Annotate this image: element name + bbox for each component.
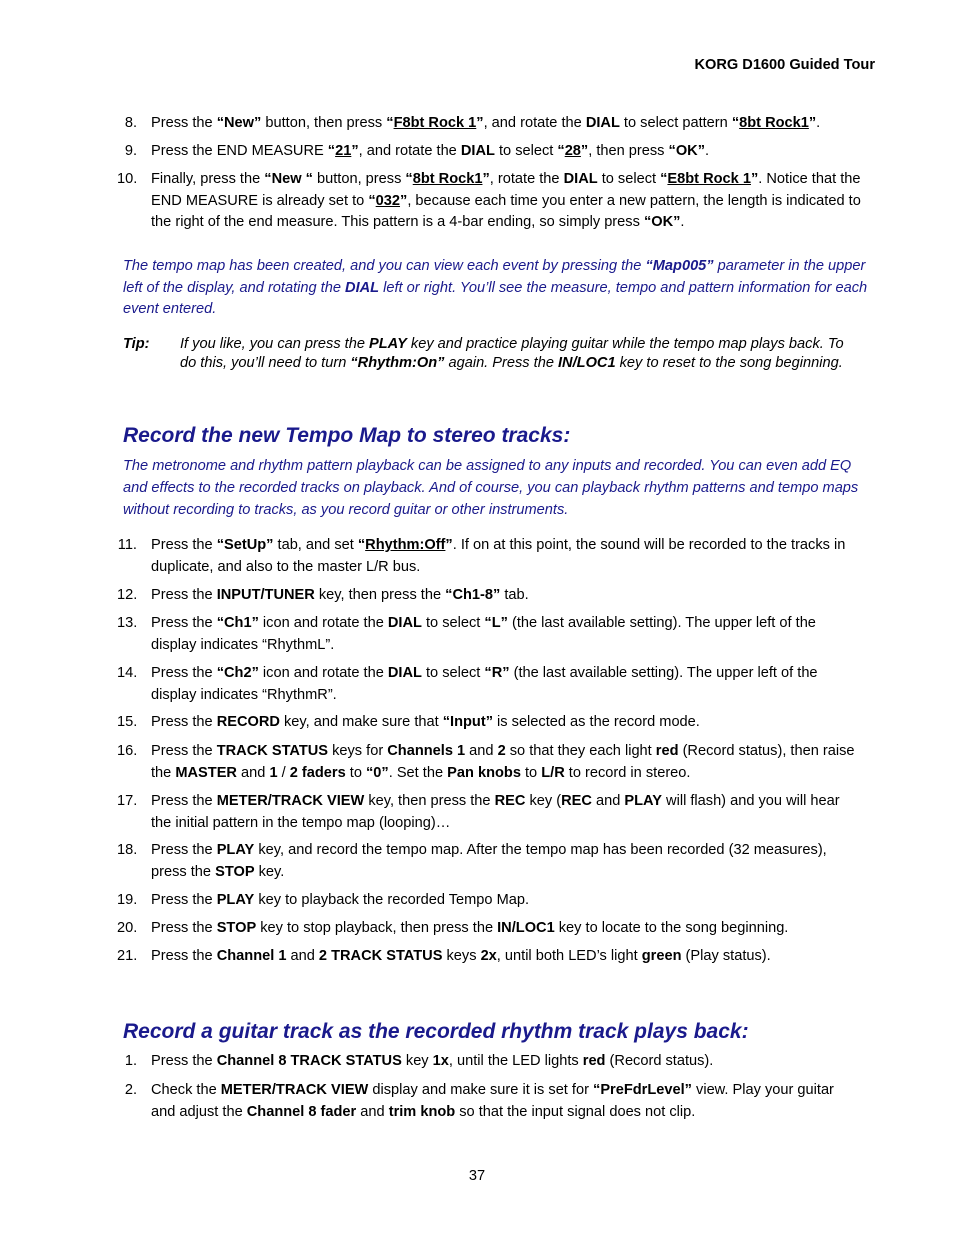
list-item: 19. Press the PLAY key to playback the recorded Tempo Map. xyxy=(117,890,862,912)
list-item: 20. Press the STOP key to stop playback, then press the IN/LOC1 key to locate to the song beginning. xyxy=(117,918,862,940)
list-item: 17. Press the METER/TRACK VIEW key, then press the REC key (REC and PLAY will flash) and you will hear the initial pattern in the tempo map (looping)… xyxy=(117,791,862,834)
list-item: 8. Press the “New” button, then press “F8bt Rock 1”, and rotate the DIAL to select pattern “8bt Rock1”. xyxy=(117,113,862,135)
list-item-text: Press the METER/TRACK VIEW key, then press the REC key (REC and PLAY will flash) and you will hear the initial pattern in the tempo map (looping)… xyxy=(151,793,840,831)
note-paragraph: The tempo map has been created, and you can view each event by pressing the “Map005” parameter in the upper left of the display, and rotating the DIAL left or right. You’ll see the measure, tempo and pattern information for each event entered. xyxy=(123,258,868,317)
list-item-text: Press the “New” button, then press “F8bt Rock 1”, and rotate the DIAL to select pattern “8bt Rock1”. xyxy=(151,115,821,131)
list-item-text: Check the METER/TRACK VIEW display and make sure it is set for “PreFdrLevel” view. Play your guitar and adjust the Channel 8 fader and trim knob so that the input signal does not clip. xyxy=(151,1082,834,1120)
list-item-text: Press the “SetUp” tab, and set “Rhythm:Off”. If on at this point, the sound will be recorded to the tracks in duplicate, and also to the master L/R bus. xyxy=(151,537,846,575)
list-item-text: Press the PLAY key to playback the recorded Tempo Map. xyxy=(151,892,530,908)
list-item: 18. Press the PLAY key, and record the tempo map. After the tempo map has been recorded (32 measures), press the STOP key. xyxy=(117,840,862,883)
list-item-text: Press the Channel 1 and 2 TRACK STATUS keys 2x, until both LED’s light green (Play status). xyxy=(151,948,771,964)
list-item-text: Press the INPUT/TUNER key, then press the “Ch1-8” tab. xyxy=(151,587,529,603)
list-item-text: Press the TRACK STATUS keys for Channels 1 and 2 so that they each light red (Record status), then raise the MASTER and 1 / 2 faders to “0”. Set the Pan knobs to L/R to record in stereo. xyxy=(151,743,855,781)
list-item: 2. Check the METER/TRACK VIEW display and make sure it is set for “PreFdrLevel” view. Play your guitar and adjust the Channel 8 fader and trim knob so that the input signal does not clip. xyxy=(117,1080,862,1123)
list-item: 16. Press the TRACK STATUS keys for Channels 1 and 2 so that they each light red (Record status), then raise the MASTER and 1 / 2 faders to “0”. Set the Pan knobs to L/R to record in stereo. xyxy=(117,741,862,784)
list-item-text: Press the “Ch1” icon and rotate the DIAL to select “L” (the last available setting). The upper left of the display indicates “RhythmL”. xyxy=(151,615,816,653)
list-item: 13. Press the “Ch1” icon and rotate the DIAL to select “L” (the last available setting). The upper left of the display indicates “RhythmL”. xyxy=(117,613,862,656)
list-item: 15. Press the RECORD key, and make sure that “Input” is selected as the record mode. xyxy=(117,712,862,734)
list-item: 1. Press the Channel 8 TRACK STATUS key 1x, until the LED lights red (Record status). xyxy=(117,1051,862,1073)
page-header: KORG D1600 Guided Tour xyxy=(694,57,875,73)
list-item: 9. Press the END MEASURE “21”, and rotate the DIAL to select “28”, then press “OK”. xyxy=(117,141,862,163)
page-number: 37 xyxy=(468,1168,486,1184)
section-title: Record a guitar track as the recorded rhythm track plays back: xyxy=(123,1020,749,1043)
list-item-text: Finally, press the “New “ button, press “8bt Rock1”, rotate the DIAL to select “E8bt Rock 1”. Notice that the END MEASURE is already set to “032”, because each time you enter a new pattern, the length is indicated to the right of the end measure. This pattern is a 4-bar ending, so simply press “OK”. xyxy=(151,171,861,230)
list-item-text: Press the STOP key to stop playback, then press the IN/LOC1 key to locate to the song beginning. xyxy=(151,920,789,936)
list-item-text: Press the PLAY key, and record the tempo map. After the tempo map has been recorded (32 measures), press the STOP key. xyxy=(151,842,827,880)
list-item-text: Press the Channel 8 TRACK STATUS key 1x, until the LED lights red (Record status). xyxy=(151,1053,714,1069)
section-intro: The metronome and rhythm pattern playback can be assigned to any inputs and recorded. You can even add EQ and effects to the recorded tracks on playback. And of course, you can playback rhythm patterns and tempo maps without recording to tracks, as you record guitar or other instruments. xyxy=(123,458,859,518)
list-item-text: Press the “Ch2” icon and rotate the DIAL to select “R” (the last available setting). The upper left of the display indicates “RhythmR”. xyxy=(151,665,818,703)
tip-block xyxy=(123,335,863,372)
list-item-text: Press the END MEASURE “21”, and rotate the DIAL to select “28”, then press “OK”. xyxy=(151,143,710,159)
list-item: 11. Press the “SetUp” tab, and set “Rhythm:Off”. If on at this point, the sound will be recorded to the tracks in duplicate, and also to the master L/R bus. xyxy=(117,535,862,578)
tip-label: Tip: xyxy=(123,336,150,352)
section-title: Record the new Tempo Map to stereo tracks: xyxy=(123,424,571,447)
tip-body: If you like, you can press the PLAY key and practice playing guitar while the tempo map plays back. To do this, you’ll need to turn “Rhythm:On” again. Press the IN/LOC1 key to reset to the song beginning. xyxy=(180,336,844,371)
list-item: 12. Press the INPUT/TUNER key, then press the “Ch1-8” tab. xyxy=(117,585,862,607)
list-item: 21. Press the Channel 1 and 2 TRACK STATUS keys 2x, until both LED’s light green (Play status). xyxy=(117,946,862,968)
list-item: 14. Press the “Ch2” icon and rotate the DIAL to select “R” (the last available setting). The upper left of the display indicates “RhythmR”. xyxy=(117,663,862,706)
list-item: 10. Finally, press the “New “ button, press “8bt Rock1”, rotate the DIAL to select “E8bt Rock 1”. Notice that the END MEASURE is already set to “032”, because each time you enter a new pattern, the length is indicated to the right of the end measure. This pattern is a 4-bar ending, so simply press “OK”. xyxy=(117,169,862,234)
list-item-text: Press the RECORD key, and make sure that “Input” is selected as the record mode. xyxy=(151,714,700,730)
